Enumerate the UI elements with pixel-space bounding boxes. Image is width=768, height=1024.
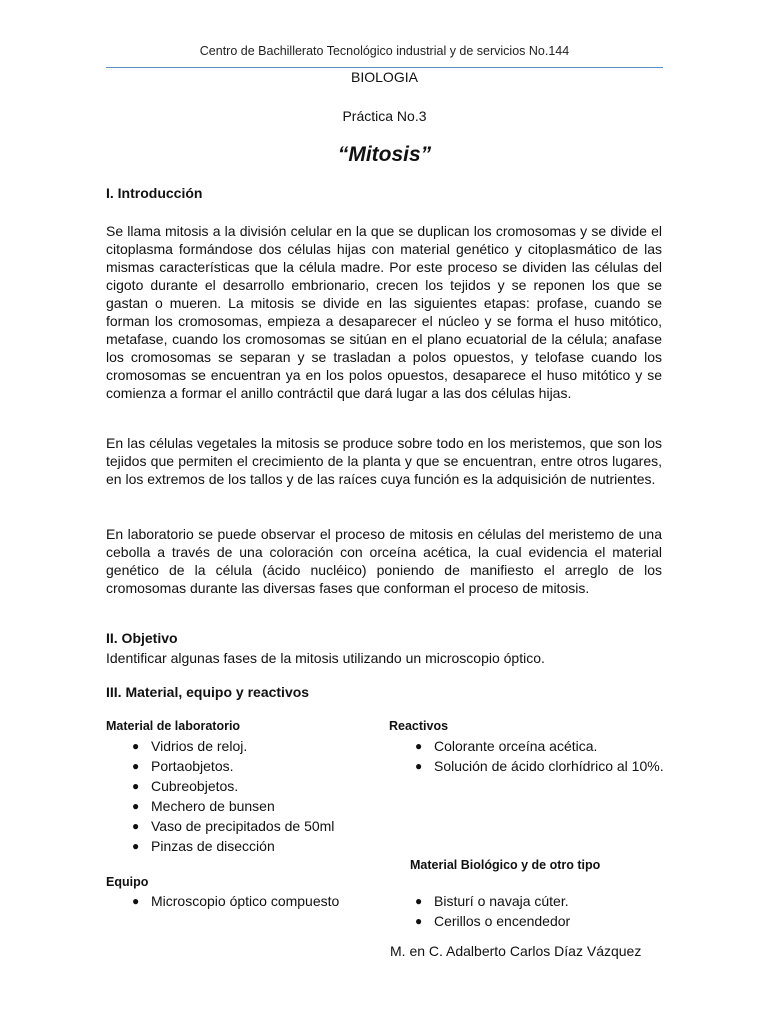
bullet-icon: ● [132, 819, 140, 833]
bullet-icon: ● [132, 799, 140, 813]
introduction-paragraph-3: En laboratorio se puede observar el proceso de mitosis en células del meristemo de una cebolla a través de una coloración con orceína acética, la cual evidencia el material genético de la célula (ácido nucléico) poniendo de manifiesto el arreglo de los cromosomas durante las diversas fases que conforman el proceso de mitosis. [106, 526, 662, 596]
bullet-icon: ● [132, 739, 140, 753]
biological-material-list [389, 891, 664, 931]
document-title: “Mitosis” [337, 143, 432, 166]
biological-material-heading: Material Biológico y de otro tipo [410, 858, 601, 872]
bullet-icon: ● [132, 779, 140, 793]
list-item: ● Portaobjetos. [132, 758, 234, 774]
bullet-icon: ● [132, 894, 140, 908]
list-item: ● Cerillos o encendedor [415, 913, 571, 929]
bullet-icon: ● [415, 739, 423, 753]
header-divider [106, 67, 663, 68]
list-item: ● Pinzas de disección [132, 838, 275, 854]
list-item: ● Mechero de bunsen [132, 798, 275, 814]
lab-material-heading: Material de laboratorio [106, 719, 241, 733]
list-item: ● Microscopio óptico compuesto [132, 893, 340, 909]
list-item: ● Colorante orceína acética. [415, 738, 598, 754]
bullet-icon: ● [132, 839, 140, 853]
equipment-heading: Equipo [106, 875, 149, 889]
introduction-paragraph-2: En las células vegetales la mitosis se produce sobre todo en los meristemos, que son los tejidos que permiten el crecimiento de la planta y que se encuentran, entre otros lugares, en los extremos de los tallos y de las raíces cuya función es la adquisición de nutrientes. [106, 435, 662, 487]
bullet-icon: ● [415, 759, 423, 773]
lab-material-list [106, 736, 386, 856]
list-item: ● Bisturí o navaja cúter. [415, 893, 569, 909]
reagents-list [389, 736, 664, 776]
list-item: ● Solución de ácido clorhídrico al 10%. [415, 758, 664, 774]
author-signature: M. en C. Adalberto Carlos Díaz Vázquez [390, 943, 642, 959]
page-header: Centro de Bachillerato Tecnológico industrial y de servicios No.144 [199, 44, 570, 58]
objective-heading: II. Objetivo [106, 630, 178, 646]
bullet-icon: ● [132, 759, 140, 773]
list-item: ● Vidrios de reloj. [132, 738, 248, 754]
equipment-list [106, 891, 386, 911]
subject-label: BIOLOGIA [351, 69, 418, 85]
reagents-heading: Reactivos [389, 719, 449, 733]
materials-heading: III. Material, equipo y reactivos [106, 684, 310, 700]
practice-number: Práctica No.3 [342, 108, 427, 124]
list-item: ● Cubreobjetos. [132, 778, 239, 794]
bullet-icon: ● [415, 894, 423, 908]
objective-text: Identificar algunas fases de la mitosis utilizando un microscopio óptico. [106, 650, 545, 666]
bullet-icon: ● [415, 914, 423, 928]
list-item: ● Vaso de precipitados de 50ml [132, 818, 335, 834]
introduction-heading: I. Introducción [106, 185, 203, 201]
introduction-paragraph-1: Se llama mitosis a la división celular en la que se duplican los cromosomas y se divide el citoplasma formándose dos células hijas con material genético y citoplasmático de las mismas características que la célula madre. Por este proceso se dividen las células del cigoto durante el desarrollo embrionario, crecen los tejidos y se reponen los que se gastan o mueren. La mitosis se divide en las siguientes etapas: profase, cuando se forman los cromosomas, empieza a desaparecer el núcleo y se forma el huso mitótico, metafase, cuando los cromosomas se sitúan en el plano ecuatorial de la célula; anafase los cromosomas se separan y se trasladan a polos opuestos, y telofase cuando los cromosomas se encuentran ya en los polos opuestos, desaparece el huso mitótico y se comienza a formar el anillo contráctil que dará lugar a las dos células hijas. [106, 223, 662, 401]
